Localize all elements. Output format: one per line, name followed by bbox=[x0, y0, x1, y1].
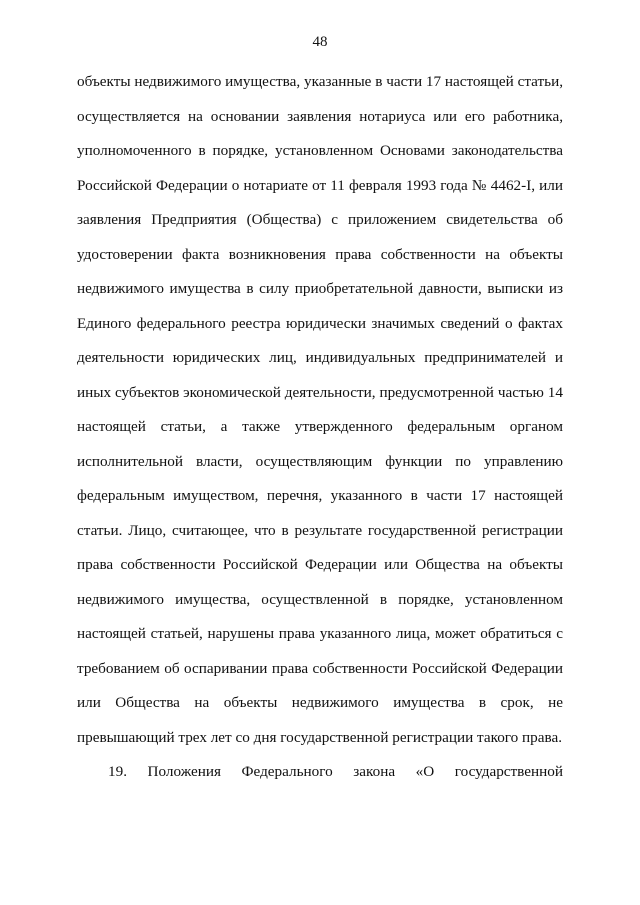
text-line: требованием об оспаривании права собственности Российской Федерации bbox=[77, 659, 563, 677]
text-line: уполномоченного в порядке, установленном Основами законодательства bbox=[77, 142, 563, 159]
text-line: деятельности юридических лиц, индивидуальных предпринимателей и bbox=[77, 349, 563, 366]
text-line: права собственности Российской Федерации или Общества на объекты bbox=[77, 556, 563, 573]
text-line: Единого федерального реестра юридически значимых сведений о фактах bbox=[77, 314, 563, 332]
text-line: исполнительной власти, осуществляющим функции по управлению bbox=[77, 452, 563, 470]
text-line: недвижимого имущества в силу приобретательной давности, выписки из bbox=[77, 280, 563, 297]
text-line: 19. Положения Федерального закона «О государственной bbox=[108, 763, 563, 780]
text-line: статьи. Лицо, считающее, что в результате государственной регистрации bbox=[77, 521, 563, 539]
text-line: удостоверении факта возникновения права собственности на объекты bbox=[77, 245, 563, 263]
text-line: осуществляется на основании заявления нотариуса или его работника, bbox=[77, 107, 563, 125]
text-line: объекты недвижимого имущества, указанные в части 17 настоящей статьи, bbox=[77, 73, 563, 90]
body-text bbox=[77, 65, 563, 790]
text-line: или Общества на объекты недвижимого имущества в срок, не bbox=[77, 694, 563, 711]
page-number: 48 bbox=[312, 34, 328, 50]
text-line: иных субъектов экономической деятельности, предусмотренной частью 14 bbox=[77, 383, 563, 401]
text-line: недвижимого имущества, осуществленной в порядке, установленном bbox=[77, 590, 563, 608]
text-line: Российской Федерации о нотариате от 11 февраля 1993 года № 4462-I, или bbox=[77, 176, 563, 194]
text-line: федеральным имуществом, перечня, указанного в части 17 настоящей bbox=[77, 487, 563, 504]
text-line: настоящей статьи, а также утвержденного федеральным органом bbox=[77, 418, 563, 435]
text-line: настоящей статьей, нарушены права указанного лица, может обратиться с bbox=[77, 625, 563, 642]
text-line: заявления Предприятия (Общества) с приложением свидетельства об bbox=[77, 211, 563, 228]
text-line: превышающий трех лет со дня государственной регистрации такого права. bbox=[77, 728, 563, 746]
